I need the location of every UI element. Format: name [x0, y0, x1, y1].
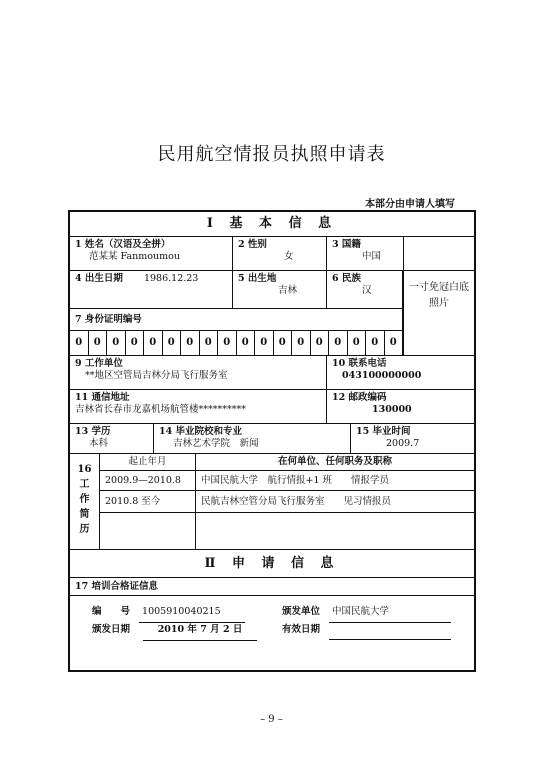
id-digit-box[interactable]: 0	[126, 331, 145, 356]
work-history-label-part: 简	[79, 509, 90, 520]
id-digit-box[interactable]: 0	[311, 331, 330, 356]
work-history-label-part: 16	[77, 464, 92, 475]
id-digit-box[interactable]: 0	[385, 331, 404, 356]
history-row-1-period[interactable]: 2009.9—2010.8	[100, 471, 196, 491]
postcode-value: 130000	[372, 403, 412, 415]
id-digit-box[interactable]: 0	[237, 331, 256, 356]
cert-date-row	[92, 620, 257, 641]
ethnicity-field[interactable]	[327, 271, 403, 309]
fill-note: 本部分由申请人填写	[365, 199, 455, 210]
id-digit-box[interactable]: 0	[163, 331, 182, 356]
cert-number-value[interactable]: 1005910040215	[139, 602, 245, 623]
id-digit-box[interactable]: 0	[144, 331, 163, 356]
birth-place-field[interactable]	[233, 271, 327, 309]
history-header-period: 起止年月	[100, 454, 196, 471]
nationality-label: 3 国籍	[332, 239, 361, 250]
education-label: 13 学历	[75, 426, 111, 437]
page-title: 民用航空情报员执照申请表	[157, 144, 386, 165]
gender-value: 女	[284, 250, 294, 262]
phone-field[interactable]	[327, 356, 474, 390]
cert-valid-row	[282, 620, 451, 640]
cert-number-label: 编 号	[92, 606, 131, 617]
address-value: 吉林省长春市龙嘉机场航管楼**********	[75, 403, 247, 415]
section-application-info: Ⅱ 申 请 信 息	[70, 550, 474, 578]
history-row-1-detail[interactable]: 中国民航大学 航行情报+1 班 情报学员	[196, 471, 474, 491]
postcode-label: 12 邮政编码	[332, 392, 387, 403]
id-digit-box[interactable]: 0	[89, 331, 108, 356]
id-label-cell	[70, 309, 403, 331]
id-digit-box[interactable]: 0	[200, 331, 219, 356]
employer-value: **地区空管局吉林分局飞行服务室	[85, 369, 228, 381]
id-digit-box[interactable]: 0	[366, 331, 385, 356]
school-field[interactable]	[154, 424, 351, 454]
id-digit-box[interactable]: 0	[70, 331, 89, 356]
id-digit-box[interactable]: 0	[107, 331, 126, 356]
id-digit-box[interactable]: 0	[292, 331, 311, 356]
id-label: 7 身份证明编号	[75, 314, 142, 325]
history-row-3-detail[interactable]	[196, 513, 474, 550]
page-number: – 9 –	[260, 714, 283, 725]
id-digit-box[interactable]: 0	[218, 331, 237, 356]
phone-value: 043100000000	[342, 369, 422, 381]
cert-issuer-label: 颁发单位	[282, 606, 321, 617]
cert-date-value[interactable]: 2010 年 7 月 2 日	[143, 620, 257, 641]
school-value: 吉林艺术学院 新闻	[173, 437, 259, 449]
cert-issuer-value[interactable]: 中国民航大学	[329, 602, 451, 623]
employer-label: 9 工作单位	[75, 358, 123, 369]
name-field[interactable]	[70, 237, 233, 271]
cert-valid-value[interactable]	[329, 622, 451, 640]
id-digit-box[interactable]: 0	[329, 331, 348, 356]
school-label: 14 毕业院校和专业	[159, 426, 243, 437]
section-basic-info: Ⅰ 基 本 信 息	[70, 212, 474, 237]
work-history-label-part: 工	[79, 479, 90, 490]
address-field[interactable]	[70, 390, 327, 424]
work-history-label-part: 作	[79, 494, 90, 505]
id-digit-box[interactable]: 0	[255, 331, 274, 356]
birth-place-label: 5 出生地	[238, 273, 277, 284]
cert-date-label: 颁发日期	[92, 624, 131, 635]
training-label-cell	[70, 578, 474, 596]
ethnicity-label: 6 民族	[332, 273, 361, 284]
phone-label: 10 联系电话	[332, 358, 387, 369]
birth-date-field[interactable]	[70, 271, 233, 309]
work-history-label-part: 历	[79, 524, 90, 535]
address-label: 11 通信地址	[75, 392, 130, 403]
education-value: 本科	[89, 437, 109, 449]
history-header-detail: 在何单位、任何职务及职称	[196, 454, 474, 471]
education-field[interactable]	[70, 424, 154, 454]
birth-date-label: 4 出生日期	[75, 273, 123, 284]
id-digit-box[interactable]: 0	[181, 331, 200, 356]
history-row-2-period[interactable]: 2010.8 至今	[100, 491, 196, 513]
cert-valid-label: 有效日期	[282, 624, 321, 635]
graduation-field[interactable]	[351, 424, 474, 454]
birth-place-value: 吉林	[278, 284, 298, 296]
nationality-value: 中国	[362, 250, 382, 262]
gender-label: 2 性别	[238, 239, 267, 250]
id-digit-box[interactable]: 0	[348, 331, 367, 356]
gender-field[interactable]	[233, 237, 327, 271]
name-label: 1 姓名（汉语及全拼）	[75, 239, 171, 250]
work-history-label	[70, 454, 100, 550]
training-label: 17 培训合格证信息	[75, 581, 159, 592]
name-value: 范某某 Fanmoumou	[89, 250, 180, 262]
history-row-3-period[interactable]	[100, 513, 196, 550]
id-digit-box[interactable]: 0	[274, 331, 293, 356]
photo-placeholder: 一寸免冠白底照片	[403, 237, 474, 356]
graduation-value: 2009.7	[386, 437, 420, 449]
birth-date-value: 1986.12.23	[143, 273, 199, 284]
employer-field[interactable]	[70, 356, 327, 390]
history-row-2-detail[interactable]: 民航吉林空管分局飞行服务室 见习情报员	[196, 491, 474, 513]
ethnicity-value: 汉	[362, 284, 372, 296]
postcode-field[interactable]	[327, 390, 474, 424]
graduation-label: 15 毕业时间	[356, 426, 411, 437]
application-form	[68, 210, 476, 672]
